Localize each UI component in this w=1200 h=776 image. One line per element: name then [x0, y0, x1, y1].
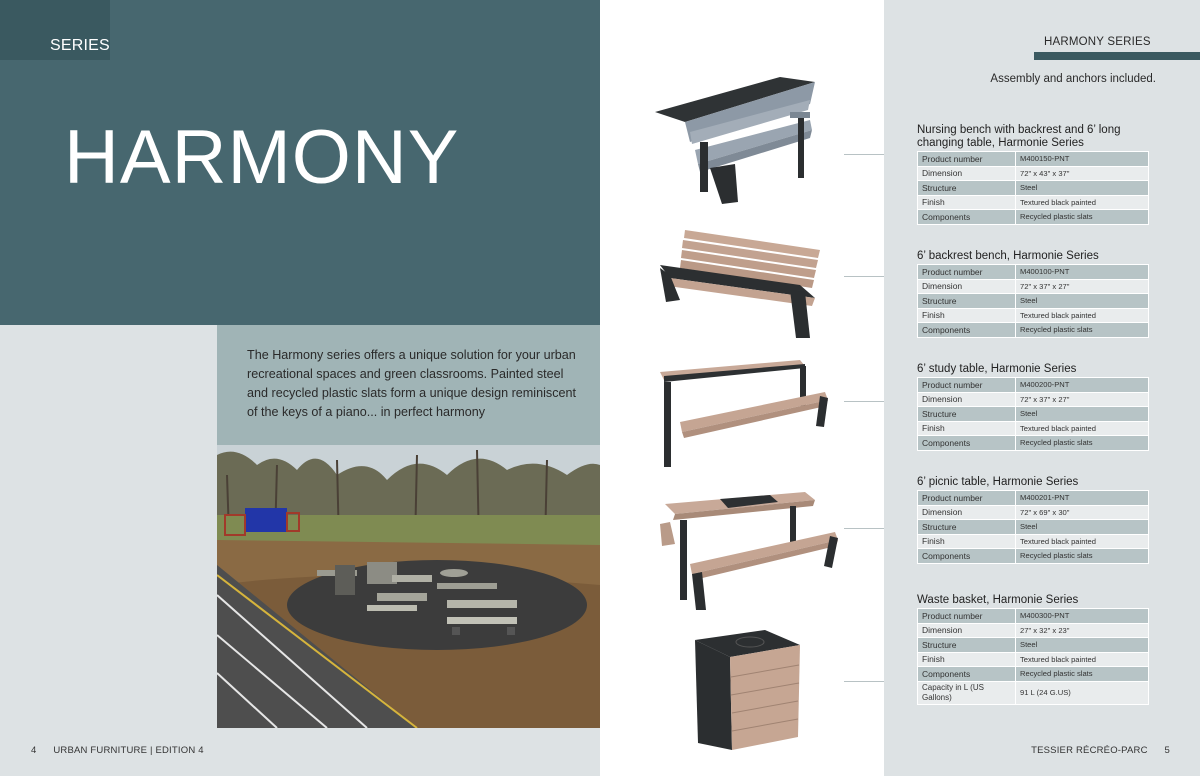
spec-table [917, 264, 1149, 338]
table-row [918, 308, 1149, 323]
spec-table [917, 490, 1149, 564]
spec-value: Steel [1016, 638, 1149, 653]
table-row [918, 152, 1149, 167]
table-row [918, 491, 1149, 506]
spec-value: Recycled plastic slats [1016, 667, 1149, 682]
spec-block [917, 124, 1149, 225]
spec-block [917, 250, 1149, 338]
table-row [918, 520, 1149, 535]
table-row [918, 652, 1149, 667]
table-row [918, 505, 1149, 520]
spec-table [917, 151, 1149, 225]
spec-title: 6’ picnic table, Harmonie Series [917, 476, 1079, 488]
spec-value: Textured black painted [1016, 652, 1149, 667]
spec-label: Product number [918, 609, 1016, 624]
right-page [884, 0, 1200, 776]
table-row [918, 279, 1149, 294]
spec-value: Steel [1016, 181, 1149, 196]
series-tab-label: SERIES [50, 37, 110, 54]
spec-value: Steel [1016, 294, 1149, 309]
spec-value: 91 L (24 G.US) [1016, 681, 1149, 704]
table-row [918, 681, 1149, 704]
spec-label: Components [918, 549, 1016, 564]
picnic-table-image [640, 484, 840, 614]
spec-block [917, 594, 1149, 705]
spec-label: Dimension [918, 166, 1016, 181]
spec-label: Structure [918, 520, 1016, 535]
spec-label: Product number [918, 491, 1016, 506]
spec-label: Dimension [918, 279, 1016, 294]
spec-table [917, 377, 1149, 451]
table-row [918, 323, 1149, 338]
spec-label: Structure [918, 181, 1016, 196]
spec-value: 27" x 32" x 23" [1016, 623, 1149, 638]
series-header: HARMONY SERIES [1044, 36, 1151, 48]
installation-photo [217, 445, 600, 728]
spec-value: Recycled plastic slats [1016, 210, 1149, 225]
spec-label: Structure [918, 638, 1016, 653]
hero-banner [0, 0, 600, 325]
table-row [918, 378, 1149, 393]
spec-value: Textured black painted [1016, 308, 1149, 323]
spec-table [917, 608, 1149, 705]
spec-label: Structure [918, 407, 1016, 422]
footer-left [31, 745, 204, 756]
connector-line [844, 276, 884, 277]
connector-line [844, 528, 884, 529]
spec-label: Capacity in L (US Gallons) [918, 681, 1016, 704]
table-row [918, 210, 1149, 225]
page-number-left: 4 [31, 745, 37, 756]
table-row [918, 623, 1149, 638]
spec-label: Components [918, 323, 1016, 338]
page-number-right: 5 [1164, 745, 1170, 756]
spec-label: Product number [918, 265, 1016, 280]
connector-line [844, 401, 884, 402]
spec-block [917, 476, 1149, 564]
spec-value: Textured black painted [1016, 195, 1149, 210]
spec-label: Dimension [918, 623, 1016, 638]
description-text: The Harmony series offers a unique solution for your urban recreational spaces and green classrooms. Painted steel and recycled plastic slats form a unique design reminiscent of the keys of a piano... in perfect harmony [247, 348, 576, 419]
table-row [918, 181, 1149, 196]
product-images-column [600, 0, 884, 776]
nursing-bench-image [640, 72, 840, 212]
table-row [918, 609, 1149, 624]
spec-value: M400201-PNT [1016, 491, 1149, 506]
table-row [918, 549, 1149, 564]
spec-value: Recycled plastic slats [1016, 436, 1149, 451]
spec-value: Textured black painted [1016, 421, 1149, 436]
spec-label: Product number [918, 378, 1016, 393]
spec-label: Components [918, 667, 1016, 682]
spec-label: Finish [918, 652, 1016, 667]
spec-label: Product number [918, 152, 1016, 167]
connector-line [844, 154, 884, 155]
spec-value: Recycled plastic slats [1016, 549, 1149, 564]
spec-value: Steel [1016, 520, 1149, 535]
spec-label: Components [918, 436, 1016, 451]
spec-title: Nursing bench with backrest and 6’ long changing table, Harmonie Series [917, 124, 1121, 149]
table-row [918, 294, 1149, 309]
spec-value: 72" x 69" x 30" [1016, 505, 1149, 520]
spec-value: 72" x 37" x 27" [1016, 279, 1149, 294]
description-box [217, 325, 600, 445]
page-title: HARMONY [64, 115, 460, 200]
table-row [918, 166, 1149, 181]
footer-left-text: URBAN FURNITURE | EDITION 4 [53, 745, 204, 756]
table-row [918, 392, 1149, 407]
spec-label: Finish [918, 421, 1016, 436]
spec-value: 72" x 43" x 37" [1016, 166, 1149, 181]
spec-value: Recycled plastic slats [1016, 323, 1149, 338]
footer-right-text: TESSIER RÉCRÉO-PARC [1031, 745, 1148, 756]
table-row [918, 265, 1149, 280]
spec-value: M400300-PNT [1016, 609, 1149, 624]
spec-label: Finish [918, 308, 1016, 323]
spec-label: Finish [918, 534, 1016, 549]
spec-value: 72" x 37" x 27" [1016, 392, 1149, 407]
connector-line [844, 681, 884, 682]
footer-right [1031, 745, 1170, 756]
spec-label: Structure [918, 294, 1016, 309]
study-table-image [640, 352, 840, 472]
spec-title: Waste basket, Harmonie Series [917, 594, 1079, 606]
waste-basket-image [640, 625, 840, 750]
table-row [918, 534, 1149, 549]
spec-value: M400100-PNT [1016, 265, 1149, 280]
backrest-bench-image [640, 220, 840, 340]
spec-value: M400150-PNT [1016, 152, 1149, 167]
table-row [918, 667, 1149, 682]
spec-title: 6’ study table, Harmonie Series [917, 363, 1077, 375]
spec-label: Finish [918, 195, 1016, 210]
spec-value: Textured black painted [1016, 534, 1149, 549]
table-row [918, 436, 1149, 451]
spec-block [917, 363, 1149, 451]
spec-value: M400200-PNT [1016, 378, 1149, 393]
spec-label: Components [918, 210, 1016, 225]
table-row [918, 638, 1149, 653]
table-row [918, 421, 1149, 436]
assembly-note: Assembly and anchors included. [990, 73, 1156, 85]
table-row [918, 407, 1149, 422]
spec-label: Dimension [918, 505, 1016, 520]
spec-value: Steel [1016, 407, 1149, 422]
series-header-bar [1034, 52, 1200, 60]
spec-label: Dimension [918, 392, 1016, 407]
spec-title: 6’ backrest bench, Harmonie Series [917, 250, 1099, 262]
series-tab [0, 0, 110, 60]
table-row [918, 195, 1149, 210]
